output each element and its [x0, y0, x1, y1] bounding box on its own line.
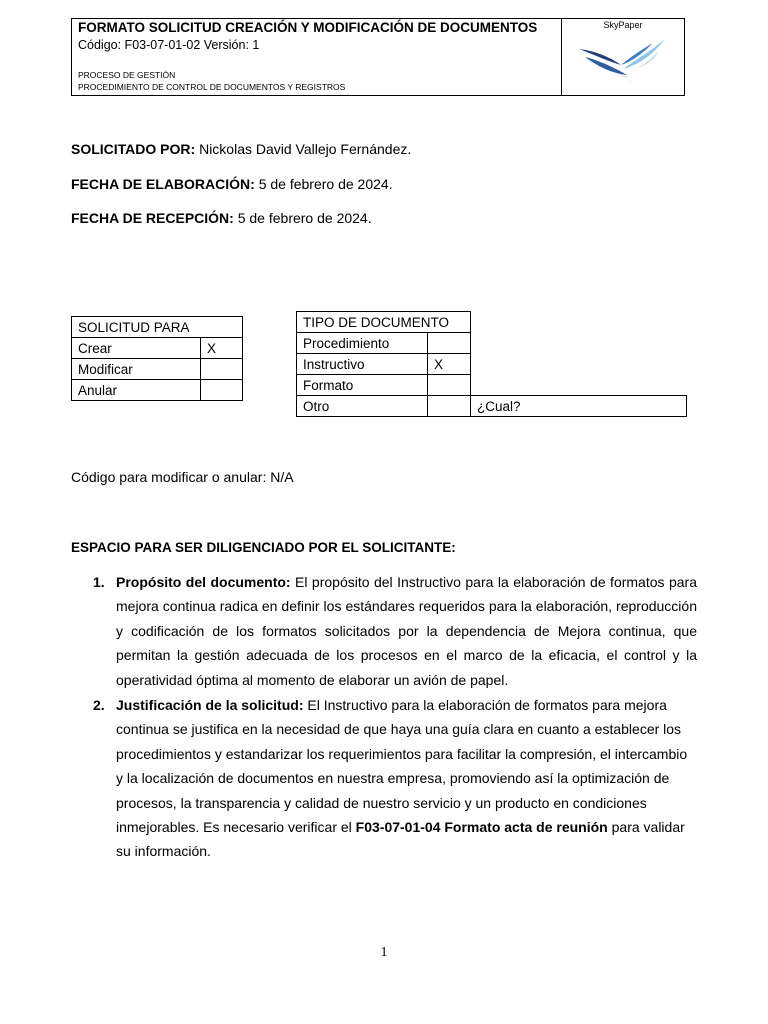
purpose-heading: Propósito del documento: — [116, 574, 291, 590]
doc-type-table-header: TIPO DE DOCUMENTO — [297, 312, 471, 333]
request-mark-create: X — [201, 338, 243, 359]
prepared-date-value: 5 de febrero de 2024. — [258, 176, 393, 192]
document-title: FORMATO SOLICITUD CREACIÓN Y MODIFICACIÓN DE DOCUMENTOS — [78, 20, 538, 35]
table-row — [72, 338, 243, 359]
process-name: PROCESO DE GESTIÓN — [78, 70, 176, 80]
request-option-create: Crear — [72, 338, 201, 359]
justification-heading: Justificación de la solicitud: — [116, 697, 304, 713]
document-header — [71, 18, 685, 96]
header-logo-cell — [562, 19, 684, 95]
purpose-text: El propósito del Instructivo para la elaboración de formatos para mejora continua radica en definir los estándares requeridos para la elaboración, reproducción y codificación de los formatos solicitados por la dependencia de Mejora continua, que permitan la gestión adecuada de los procesos en el marco de la eficacia, el control y la operatividad óptima al momento de elaborar un avión de papel. — [116, 574, 697, 688]
prepared-date-line — [71, 176, 393, 192]
doc-type-mark-format — [428, 375, 471, 396]
modify-cancel-code: Código para modificar o anular: N/A — [71, 469, 294, 485]
request-type-table — [71, 316, 243, 401]
list-item — [93, 570, 697, 692]
page-number: 1 — [380, 945, 388, 960]
document-code-version: Código: F03-07-01-02 Versión: 1 — [78, 38, 260, 52]
list-item — [93, 693, 697, 864]
brand-name: SkyPaper — [603, 20, 643, 30]
table-row — [297, 375, 687, 396]
doc-type-mark-instructive: X — [428, 354, 471, 375]
doc-type-procedure: Procedimiento — [297, 333, 428, 354]
doc-type-format: Formato — [297, 375, 428, 396]
paper-plane-wings-logo-icon — [577, 35, 669, 83]
doc-type-mark-procedure — [428, 333, 471, 354]
doc-type-other-which: ¿Cual? — [471, 396, 687, 417]
procedure-name: PROCEDIMIENTO DE CONTROL DE DOCUMENTOS Y REGISTROS — [78, 82, 346, 92]
request-table-header: SOLICITUD PARA — [72, 317, 243, 338]
referenced-format: F03-07-01-04 Formato acta de reunión — [355, 819, 608, 836]
table-header-row — [72, 317, 243, 338]
list-item-number: 1. — [93, 574, 105, 590]
list-item-text — [116, 693, 697, 864]
prepared-date-label: FECHA DE ELABORACIÓN: — [71, 176, 255, 192]
section-title: ESPACIO PARA SER DILIGENCIADO POR EL SOLICITANTE: — [71, 540, 456, 555]
justification-text: El Instructivo para la elaboración de formatos para mejora continua se justifica en la necesidad de que haya una guía clara en cuanto a establecer los procedimientos y estandarizar los requerimientos para facilitar la compresión, el intercambio y la localización de documentos en nuestra empresa, promoviendo así la optimización de procesos, la transparencia y calidad de nuestro servicio y un producto en condiciones inmejorables. Es necesario verificar el — [116, 697, 688, 836]
received-date-value: 5 de febrero de 2024. — [237, 210, 372, 226]
requested-by-value: Nickolas David Vallejo Fernández. — [199, 141, 412, 157]
received-date-line — [71, 210, 372, 226]
table-row — [297, 333, 687, 354]
received-date-label: FECHA DE RECEPCIÓN: — [71, 210, 234, 226]
list-item-number: 2. — [93, 697, 105, 713]
table-row — [297, 354, 687, 375]
header-info-cell — [72, 19, 562, 95]
request-mark-modify — [201, 359, 243, 380]
doc-type-other: Otro — [297, 396, 428, 417]
request-option-modify: Modificar — [72, 359, 201, 380]
list-item-text — [116, 570, 697, 692]
table-header-row — [297, 312, 687, 333]
table-row — [72, 380, 243, 401]
requested-by-label: SOLICITADO POR: — [71, 141, 196, 157]
document-type-table — [296, 311, 687, 417]
table-row — [72, 359, 243, 380]
request-option-cancel: Anular — [72, 380, 201, 401]
doc-type-instructive: Instructivo — [297, 354, 428, 375]
doc-type-mark-other — [428, 396, 471, 417]
request-mark-cancel — [201, 380, 243, 401]
justification-text-end: para validar su información. — [116, 819, 685, 860]
table-row — [297, 396, 687, 417]
requested-by-line — [71, 141, 411, 157]
